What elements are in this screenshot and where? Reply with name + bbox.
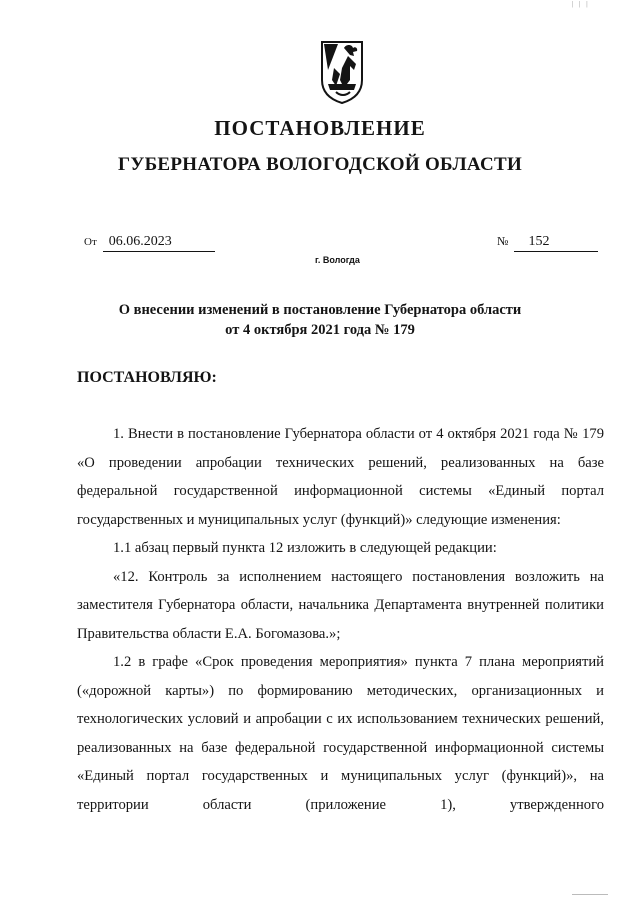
scan-mark: | | | — [572, 0, 590, 8]
city-label: г. Вологда — [315, 255, 360, 265]
document-title: ПОСТАНОВЛЕНИЕ — [214, 116, 426, 140]
scan-mark — [572, 894, 608, 895]
subject-line-1: О внесении изменений в постановление Губернатора области — [118, 302, 522, 318]
paragraph: «12. Контроль за исполнением настоящего постановления возложить на заместителя Губернатора области, начальника Департамента внутренней политики Правительства области Е.А. Богомазова.»; — [77, 568, 604, 642]
date-field — [84, 233, 215, 252]
subject-line-2: от 4 октября 2021 года № 179 — [225, 322, 415, 338]
number-value: 152 — [514, 234, 598, 252]
date-value: 06.06.2023 — [103, 234, 215, 252]
vologda-coat-of-arms-icon — [320, 40, 364, 104]
date-prefix: От — [84, 236, 97, 248]
decree-heading: ПОСТАНОВЛЯЮ: — [77, 369, 217, 386]
number-field — [497, 233, 598, 252]
document-body — [77, 420, 604, 819]
paragraph: 1.2 в графе «Срок проведения мероприятия» пункта 7 плана мероприятий («дорожной карты») по формированию методических, организационных и технологических условий и апробации с их использованием технических решений, реализованных на базе федеральной государственной информационной системы «Единый портал государственных и муниципальных услуг (функций)», на территории области (приложение 1), утвержденного — [77, 654, 604, 813]
issuer-title: ГУБЕРНАТОРА ВОЛОГОДСКОЙ ОБЛАСТИ — [117, 154, 523, 175]
paragraph: 1.1 абзац первый пункта 12 изложить в следующей редакции: — [113, 540, 497, 556]
number-prefix: № — [497, 234, 509, 248]
document-subject — [0, 300, 640, 340]
paragraph: 1. Внести в постановление Губернатора области от 4 октября 2021 года № 179 «О проведении апробации технических решений, реализованных на базе федеральной государственной информационной системы «Единый портал государственных и муниципальных услуг (функций)» следующие изменения: — [77, 426, 604, 528]
